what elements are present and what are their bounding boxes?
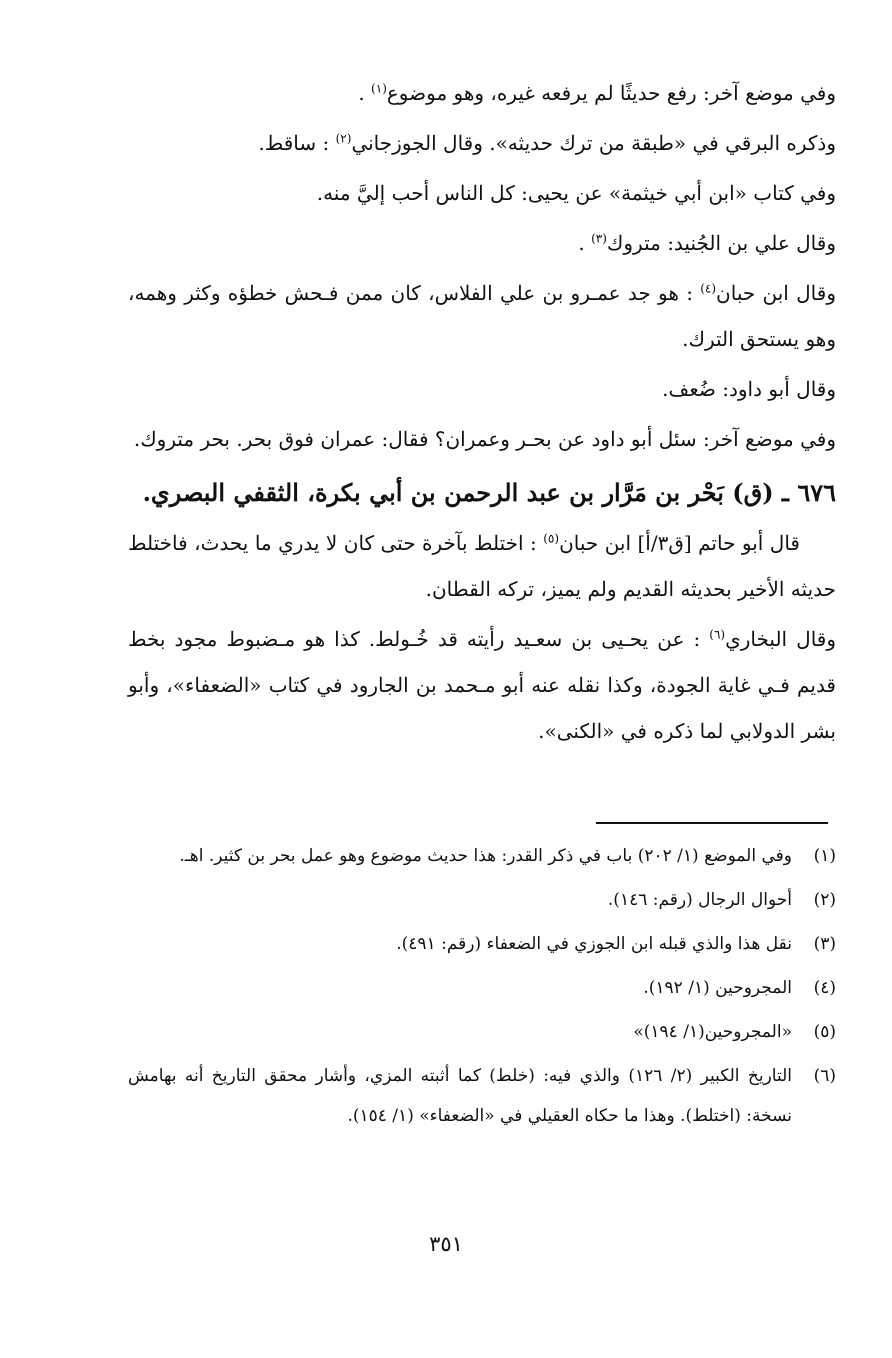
footnote-1 [128,836,836,876]
footnote-text: التاريخ الكبير (٢/ ١٢٦) والذي فيه: (خلط) كما أثبته المزي، وأشار محقق التاريخ أنه بهامش نسخة: (اختلط). وهذا ما حكاه العقيلي في «الضعفاء» (١/ ١٥٤). [128,1066,793,1126]
paragraph-2: وذكره البرقي في «طبقة من ترك حديثه». وقال الجوزجاني$^{(٢)}$ : ساقط. [258,131,836,155]
footnote-divider [596,822,828,824]
page-number: ٣٥١ [429,1232,463,1256]
paragraph-7: وفي موضع آخر: سئل أبو داود عن بحـر وعمران؟ فقال: عمران فوق بحر. بحر متروك. [133,427,836,451]
footnote-ref-5: (٥) [543,531,560,546]
footnote-text: أحوال الرجال (رقم: ١٤٦). [607,890,792,910]
footnote-number: (٣) [813,934,836,954]
entry-paragraph-2: وقال البخاري$^{(٦)}$ : عن يحـيى بن سعـيد رأيته قد خُـولط. كذا هو مـضبوط مجود بخط قديم فـي غاية الجودة، وكذا نقله عنه أبو مـحمد بن الجارود في كتاب «الضعفاء»، وأبو بشر الدولابي لما ذكره في «الكنى». [128,627,837,743]
footnote-6 [128,1056,836,1136]
paragraph-6: وقال أبو داود: ضُعف. [662,377,836,401]
paragraph-1: وفي موضع آخر: رفع حديثًا لم يرفعه غيره، وهو موضوع$^{(١)}$ . [358,81,836,105]
footnote-3 [128,924,836,964]
footnote-ref-2: (٢) [335,131,352,146]
entry-heading: ٦٧٦ ـ (ق) بَحْر بن مَرَّار بن عبد الرحمن بن أبي بكرة، الثقفي البصري. [142,478,836,507]
footnote-5 [128,1012,836,1052]
footnote-2 [128,880,836,920]
footnote-text: «المجروحين(١/ ١٩٤)» [633,1022,792,1042]
footnote-text: وفي الموضع (١/ ٢٠٢) باب في ذكر القدر: هذا حديث موضوع وهو عمل بحر بن كثير. اهـ. [179,846,792,866]
footnote-ref-4: (٤) [700,281,717,296]
footnote-number: (٥) [813,1022,836,1042]
footnote-ref-6: (٦) [709,627,726,642]
footnotes [128,836,836,1140]
entry-paragraph-1: قال أبو حاتم [ق٣/أ] ابن حبان$^{(٥)}$ : اختلط بآخرة حتى كان لا يدري ما يحدث، فاختلط حديثه الأخير بحديثه القديم ولم يميز، تركه القطان. [128,531,836,601]
footnote-number: (٢) [813,890,836,910]
main-text [128,70,836,758]
paragraph-3: وفي كتاب «ابن أبي خيثمة» عن يحيى: كل الناس أحب إليَّ منه. [316,181,836,205]
footnote-number: (٦) [813,1066,836,1086]
footnote-text: المجروحين (١/ ١٩٢). [643,978,792,998]
footnote-number: (٤) [813,978,836,998]
paragraph-5: وقال ابن حبان$^{(٤)}$ : هو جد عمـرو بن علي الفلاس، كان ممن فـحش خطؤه وكثر وهمه، وهو يستحق الترك. [128,281,836,351]
footnote-ref-1: (١) [371,81,387,96]
paragraph-4: وقال علي بن الجُنيد: متروك$^{(٣)}$ . [578,231,836,255]
footnote-text: نقل هذا والذي قبله ابن الجوزي في الضعفاء (رقم: ٤٩١). [396,934,792,954]
footnote-number: (١) [813,846,836,866]
footnote-ref-3: (٣) [591,231,607,246]
footnote-4 [128,968,836,1008]
